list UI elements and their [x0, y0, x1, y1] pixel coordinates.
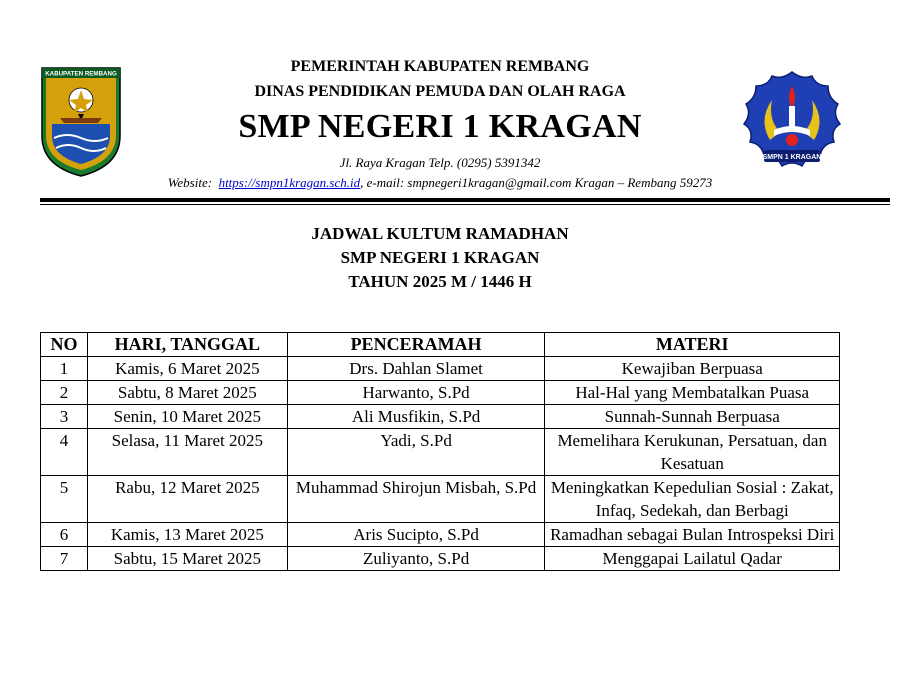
contact-line: [0, 175, 880, 191]
row-date: Sabtu, 8 Maret 2025: [87, 381, 287, 405]
row-no: 2: [41, 381, 88, 405]
table-row: [41, 523, 840, 547]
row-speaker: Aris Sucipto, S.Pd: [287, 523, 545, 547]
kultum-schedule-table: [40, 332, 840, 571]
row-no: 4: [41, 429, 88, 476]
school-name: SMP NEGERI 1 KRAGAN: [238, 108, 642, 145]
row-date: Senin, 10 Maret 2025: [87, 405, 287, 429]
row-date: Kamis, 6 Maret 2025: [87, 357, 287, 381]
row-topic: Kewajiban Berpuasa: [545, 357, 840, 381]
logo-left-label: KABUPATEN REMBANG: [45, 70, 117, 78]
row-topic: Meningkatkan Kepedulian Sosial : Zakat, Infaq, Sedekah, dan Berbagi: [545, 476, 840, 523]
header-topic: MATERI: [545, 333, 840, 357]
row-topic: Hal-Hal yang Membatalkan Puasa: [545, 381, 840, 405]
row-topic: Ramadhan sebagai Bulan Introspeksi Diri: [545, 523, 840, 547]
row-topic: Memelihara Kerukunan, Persatuan, dan Kesatuan: [545, 429, 840, 476]
row-date: Kamis, 13 Maret 2025: [87, 523, 287, 547]
header-no: NO: [41, 333, 88, 357]
header-date: HARI, TANGGAL: [87, 333, 287, 357]
row-no: 5: [41, 476, 88, 523]
government-name: PEMERINTAH KABUPATEN REMBANG: [290, 58, 590, 75]
department-name: DINAS PENDIDIKAN PEMUDA DAN OLAH RAGA: [254, 83, 626, 100]
row-topic: Menggapai Lailatul Qadar: [545, 547, 840, 571]
document-title: [0, 222, 880, 294]
table-row: [41, 547, 840, 571]
row-date: Selasa, 11 Maret 2025: [87, 429, 287, 476]
table-row: [41, 405, 840, 429]
email-text: , e-mail: smpnegeri1kragan@gmail.com Kragan – Rembang 59273: [360, 175, 713, 190]
table-header-row: [41, 333, 840, 357]
table-row: [41, 381, 840, 405]
website-label: Website:: [167, 175, 213, 190]
title-line-2: SMP NEGERI 1 KRAGAN: [340, 248, 540, 267]
row-date: Rabu, 12 Maret 2025: [87, 476, 287, 523]
school-address: Jl. Raya Kragan Telp. (0295) 5391342: [339, 155, 541, 170]
row-no: 1: [41, 357, 88, 381]
row-speaker: Ali Musfikin, S.Pd: [287, 405, 545, 429]
table-row: [41, 357, 840, 381]
title-line-1: JADWAL KULTUM RAMADHAN: [311, 224, 569, 243]
row-no: 6: [41, 523, 88, 547]
row-speaker: Yadi, S.Pd: [287, 429, 545, 476]
letterhead-divider-thick: [40, 198, 890, 202]
table-row: [41, 429, 840, 476]
row-topic: Sunnah-Sunnah Berpuasa: [545, 405, 840, 429]
website-link[interactable]: https://smpn1kragan.sch.id: [218, 175, 361, 190]
row-speaker: Harwanto, S.Pd: [287, 381, 545, 405]
title-line-3: TAHUN 2025 M / 1446 H: [348, 272, 532, 291]
logo-right-label: SMPN 1 KRAGAN: [762, 154, 822, 161]
header-speaker: PENCERAMAH: [287, 333, 545, 357]
row-speaker: Drs. Dahlan Slamet: [287, 357, 545, 381]
row-speaker: Muhammad Shirojun Misbah, S.Pd: [287, 476, 545, 523]
letterhead-divider-thin: [40, 204, 890, 205]
table-row: [41, 476, 840, 523]
row-no: 7: [41, 547, 88, 571]
row-no: 3: [41, 405, 88, 429]
row-date: Sabtu, 15 Maret 2025: [87, 547, 287, 571]
row-speaker: Zuliyanto, S.Pd: [287, 547, 545, 571]
letterhead: [0, 0, 900, 210]
